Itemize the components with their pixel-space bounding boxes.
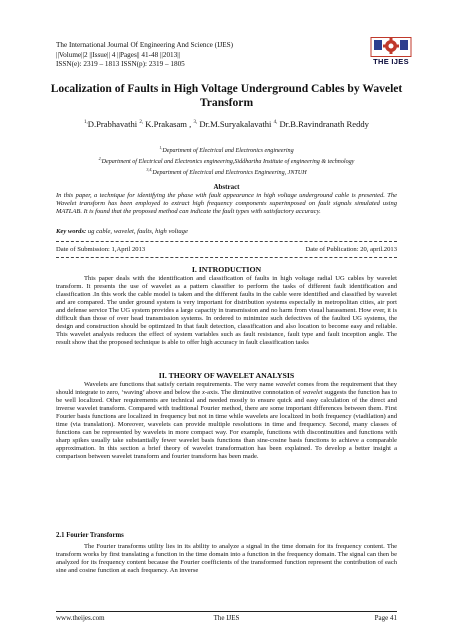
ijes-logo [370,37,412,67]
author-name: K.Prakasam , [143,118,192,129]
text-run: comes from the requirement that they should integrate to zero, ‘waving’ above and below the [56,381,397,397]
author-name: D.Prabhavathi [87,118,138,129]
text-run: wavelet [302,389,323,397]
author-name: Dr.M.Suryakalavathi [197,118,272,129]
divider [56,257,397,258]
paper-title: Localization of Faults in High Voltage Underground Cables by Wavelet Transform [50,82,403,109]
abstract-heading: Abstract [213,183,240,191]
keywords-value: ug cable, wavelet, faults, high voltage [86,228,188,235]
text-run: Wavelets are functions that satisfy certain requirements. The very name [84,381,276,388]
wavelet-paragraph [56,381,397,461]
fourier-paragraph: The Fourier transforms utility lies in its ability to analyze a signal in the time domain for its frequency content. The transform works by first translating a function in the time domain into a function in the frequency domain. The signal can then be analyzed for its frequency content because the Fourier coefficients of the transformed function represent the contribution of each sine and cosine function at each frequency. An inverse [56,543,397,575]
author-sup: 4, [273,120,278,125]
text-run: -axis. The diminutive connotation of [204,389,303,397]
publication-date: Date of Publication: 20, april.2013 [305,246,397,253]
issue-line: ||Volume||2 ||Issue|| 4 ||Pages|| 41-48 ||2013|| [56,50,181,59]
section-heading: I. INTRODUCTION [191,265,262,274]
intro-paragraph: This paper deals with the identification and classification of faults in high voltage radial UG cables by wavelet transform. It presents the use of wavelet as a pattern classifier to perform the tasks of different fault identification and classification .In this work the cable model is taken and the different faults in the cable were identified and classified by wavelet and are compared. The under ground system is very important for distribution systems especially in metropolitan cities, air port and defense service The UG system provides a large capacity in transmission and no harm from visual harassment. How ever, it is difficult than those of over head transmission systems. In ordered to minimize such defectives of the faulted UG systems, the design and construction should be optimized In that fault detection, classification and also location to become easy and reliable. This wavelet analysis reduces the effect of system variables such as fault resistance, fault type and fault inception angle. The result show that the proposed technique is able to offer high accuracy in fault classification tasks [56,275,397,347]
page-number: Page 41 [374,614,397,622]
affiliation-line: Department of Electrical and Electronics engineering,Siddhartha Institute of engineering & technology [101,159,355,166]
author-list [56,117,397,130]
affiliation-line: Department of Electrical and Electronics Engineering, JNTUH [152,170,307,177]
affiliation-sup: 3,4, [146,167,153,173]
footer-rule [56,611,397,612]
author-sup: 1, [84,120,88,125]
affiliation-sup: 2, [98,156,102,162]
section-heading: II. THEORY OF WAVELET ANALYSIS [158,371,295,380]
text-run: suggests the function has to be well localized. Other requirements are technical and needed mostly to ensure quick and easy calculation of the direct and inverse wavelet transform. Compared with traditional Fourier method, there are some important differences between them. First Fourier basis functions are localized in frequency but not in time while wavelets are localized in both frequency (viadilation) and time (via translation). Moreover, wavelets can provide multiple resolutions in time and frequency. Second, many classes of functions can be represented by wavelets in more compact way. For example, functions with discontinuities and functions with sharp spikes usually take substantially fewer wavelet basis functions than sine-cosine basis functions to achieve a comparable approximation. In this section a brief theory of wavelet transformation has been explained. To develop a better insight a comparison between wavelet transform and fourier transform has been made. [56,389,397,461]
keywords [56,228,397,236]
keywords-label: Key words: [56,228,87,235]
author-sup: 2, [139,120,144,125]
footer-website: www.theijes.com [56,614,105,622]
text-run: x [201,389,205,397]
affiliation-sup: 1, [159,145,163,150]
submission-date: Date of Submission: 1,April 2013 [56,246,146,253]
author-name: Dr.B.Ravindranath Reddy [277,118,369,129]
logo-text: THE IJES [373,57,409,66]
abstract-heading-row [56,183,397,192]
author-sup: 3, [193,120,198,125]
subsection-heading: 2.1 Fourier Transforms [56,532,124,539]
text-run: wavelet [275,381,296,388]
abstract-text: In this paper, a technique for identifying the phase with fault appearance in high voltage underground cable is presented. The Wavelet transform has been employed to extract high frequency components superimposed on fault signals simulated using MATLAB. It is found that the proposed method can indicate the fault types with satisfactory accuracy. [56,192,397,216]
journal-header [56,41,233,70]
divider [56,241,397,242]
journal-name: The International Journal Of Engineering And Science (IJES) [56,41,234,49]
footer-journal: The IJES [213,614,240,622]
affiliation-line: Department of Electrical and Electronics engineering [162,148,294,155]
logo-emblem-icon [370,37,412,59]
affiliations [30,144,423,177]
issn-line: ISSN(e): 2319 – 1813 ISSN(p): 2319 – 1805 [56,60,185,69]
